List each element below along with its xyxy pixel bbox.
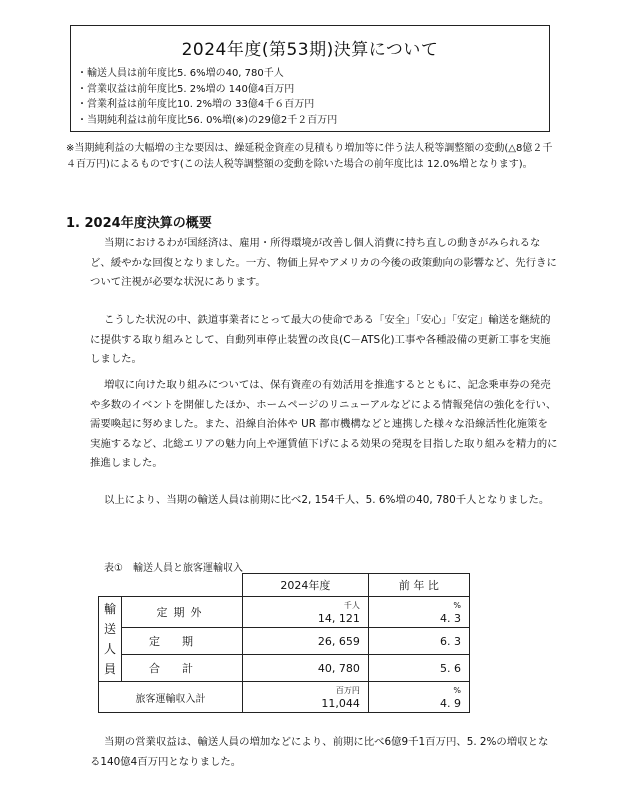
- cell-commuter-ratio: 6. 3: [368, 628, 469, 655]
- cell-total-ratio: 5. 6: [368, 655, 469, 682]
- net-income-note: ※当期純利益の大幅増の主な要因は、繰延税金資産の見積もり増加等に伴う法人税等調整額の変動(△8億２千４百万円)によるものです(この法人税等調整額の変動を除いた場合の前年度比は 12.0%増となります)。: [66, 143, 553, 170]
- table-corner: [99, 574, 243, 597]
- paragraph-operating-revenue: 当期の営業収益は、輸送人員の増加などにより、前期に比べ6億9千1百万円、5. 2%の増収となる140億4百万円となりました。: [90, 736, 549, 768]
- summary-item-revenue: ・営業収益は前年度比5. 2%増の 140億4百万円: [77, 83, 295, 95]
- row-label-total: 合計: [122, 655, 243, 682]
- cell-revenue-value: 百万円 11,044: [243, 682, 369, 713]
- table-caption: 表① 輸送人員と旅客運輸収入: [104, 563, 243, 574]
- table-row: [99, 597, 470, 628]
- table-row: [99, 655, 470, 682]
- cell-revenue-ratio: % 4. 9: [368, 682, 469, 713]
- paragraph-passenger-result: 以上により、当期の輸送人員は前期に比べ2, 154千人、5. 6%増の40, 780千人となりました。: [104, 494, 550, 506]
- cell-total-value: 40, 780: [243, 655, 369, 682]
- row-label-revenue: 旅客運輸収入計: [99, 682, 243, 713]
- unit-percent: %: [453, 686, 461, 695]
- paragraph-revenue-efforts: 増収に向けた取り組みについては、保有資産の有効活用を推進するとともに、記念乗車券の発売や多数のイベントを開催したほか、ホームページのリニューアルなどによる情報発信の強化を行い、需要喚起に努めました。また、沿線自治体や UR 都市機構などと連携した様々な沿線活性化施策を実施するなど、北総エリアの魅力向上や運賃値下げによる効果の発現を目指した取り組みを精力的に推進しました。: [90, 379, 558, 469]
- summary-box: [70, 25, 550, 132]
- summary-list: [77, 66, 549, 128]
- summary-item-operating-profit: ・営業利益は前年度比10. 2%増の 33億4千６百万円: [77, 99, 315, 110]
- unit-percent: %: [453, 601, 461, 610]
- col-header-year: 2024年度: [243, 574, 369, 597]
- table-row: [99, 628, 470, 655]
- group-label-passengers: 輸 送 人 員: [99, 597, 122, 682]
- cell-commuter-value: 26, 659: [243, 628, 369, 655]
- row-label-commuter: 定期: [122, 628, 243, 655]
- unit-thousand-people: 千人: [343, 601, 360, 610]
- row-label-non-commuter: 定期外: [122, 597, 243, 628]
- section-heading: 1. 2024年度決算の概要: [66, 216, 212, 231]
- summary-item-net-income: ・当期純利益は前年度比56. 0%増(※)の29億2千２百万円: [77, 114, 338, 126]
- table-header-row: [99, 574, 470, 597]
- col-header-ratio: 前 年 比: [368, 574, 469, 597]
- paragraph-safety: こうした状況の中、鉄道事業者にとって最大の使命である「安全」「安心」「安定」輸送を継続的に提供する取り組みとして、自動列車停止装置の改良(C－ATS化)工事や各種設備の更新工事を実施しました。: [90, 314, 551, 365]
- cell-non-commuter-ratio: % 4. 3: [368, 597, 469, 628]
- summary-item-passengers: ・輸送人員は前年度比5. 6%増の40, 780千人: [77, 68, 284, 79]
- transport-table: [98, 573, 470, 713]
- cell-non-commuter-value: 千人 14, 121: [243, 597, 369, 628]
- table-row: [99, 682, 470, 713]
- summary-title: 2024年度(第53期)決算について: [181, 40, 439, 60]
- paragraph-economy: 当期におけるわが国経済は、雇用・所得環境が改善し個人消費に持ち直しの動きがみられるなど、緩やかな回復となりました。一方、物価上昇やアメリカの今後の政策動向の影響など、先行きについて注視が必要な状況にあります。: [90, 237, 557, 288]
- unit-million-yen: 百万円: [335, 686, 360, 695]
